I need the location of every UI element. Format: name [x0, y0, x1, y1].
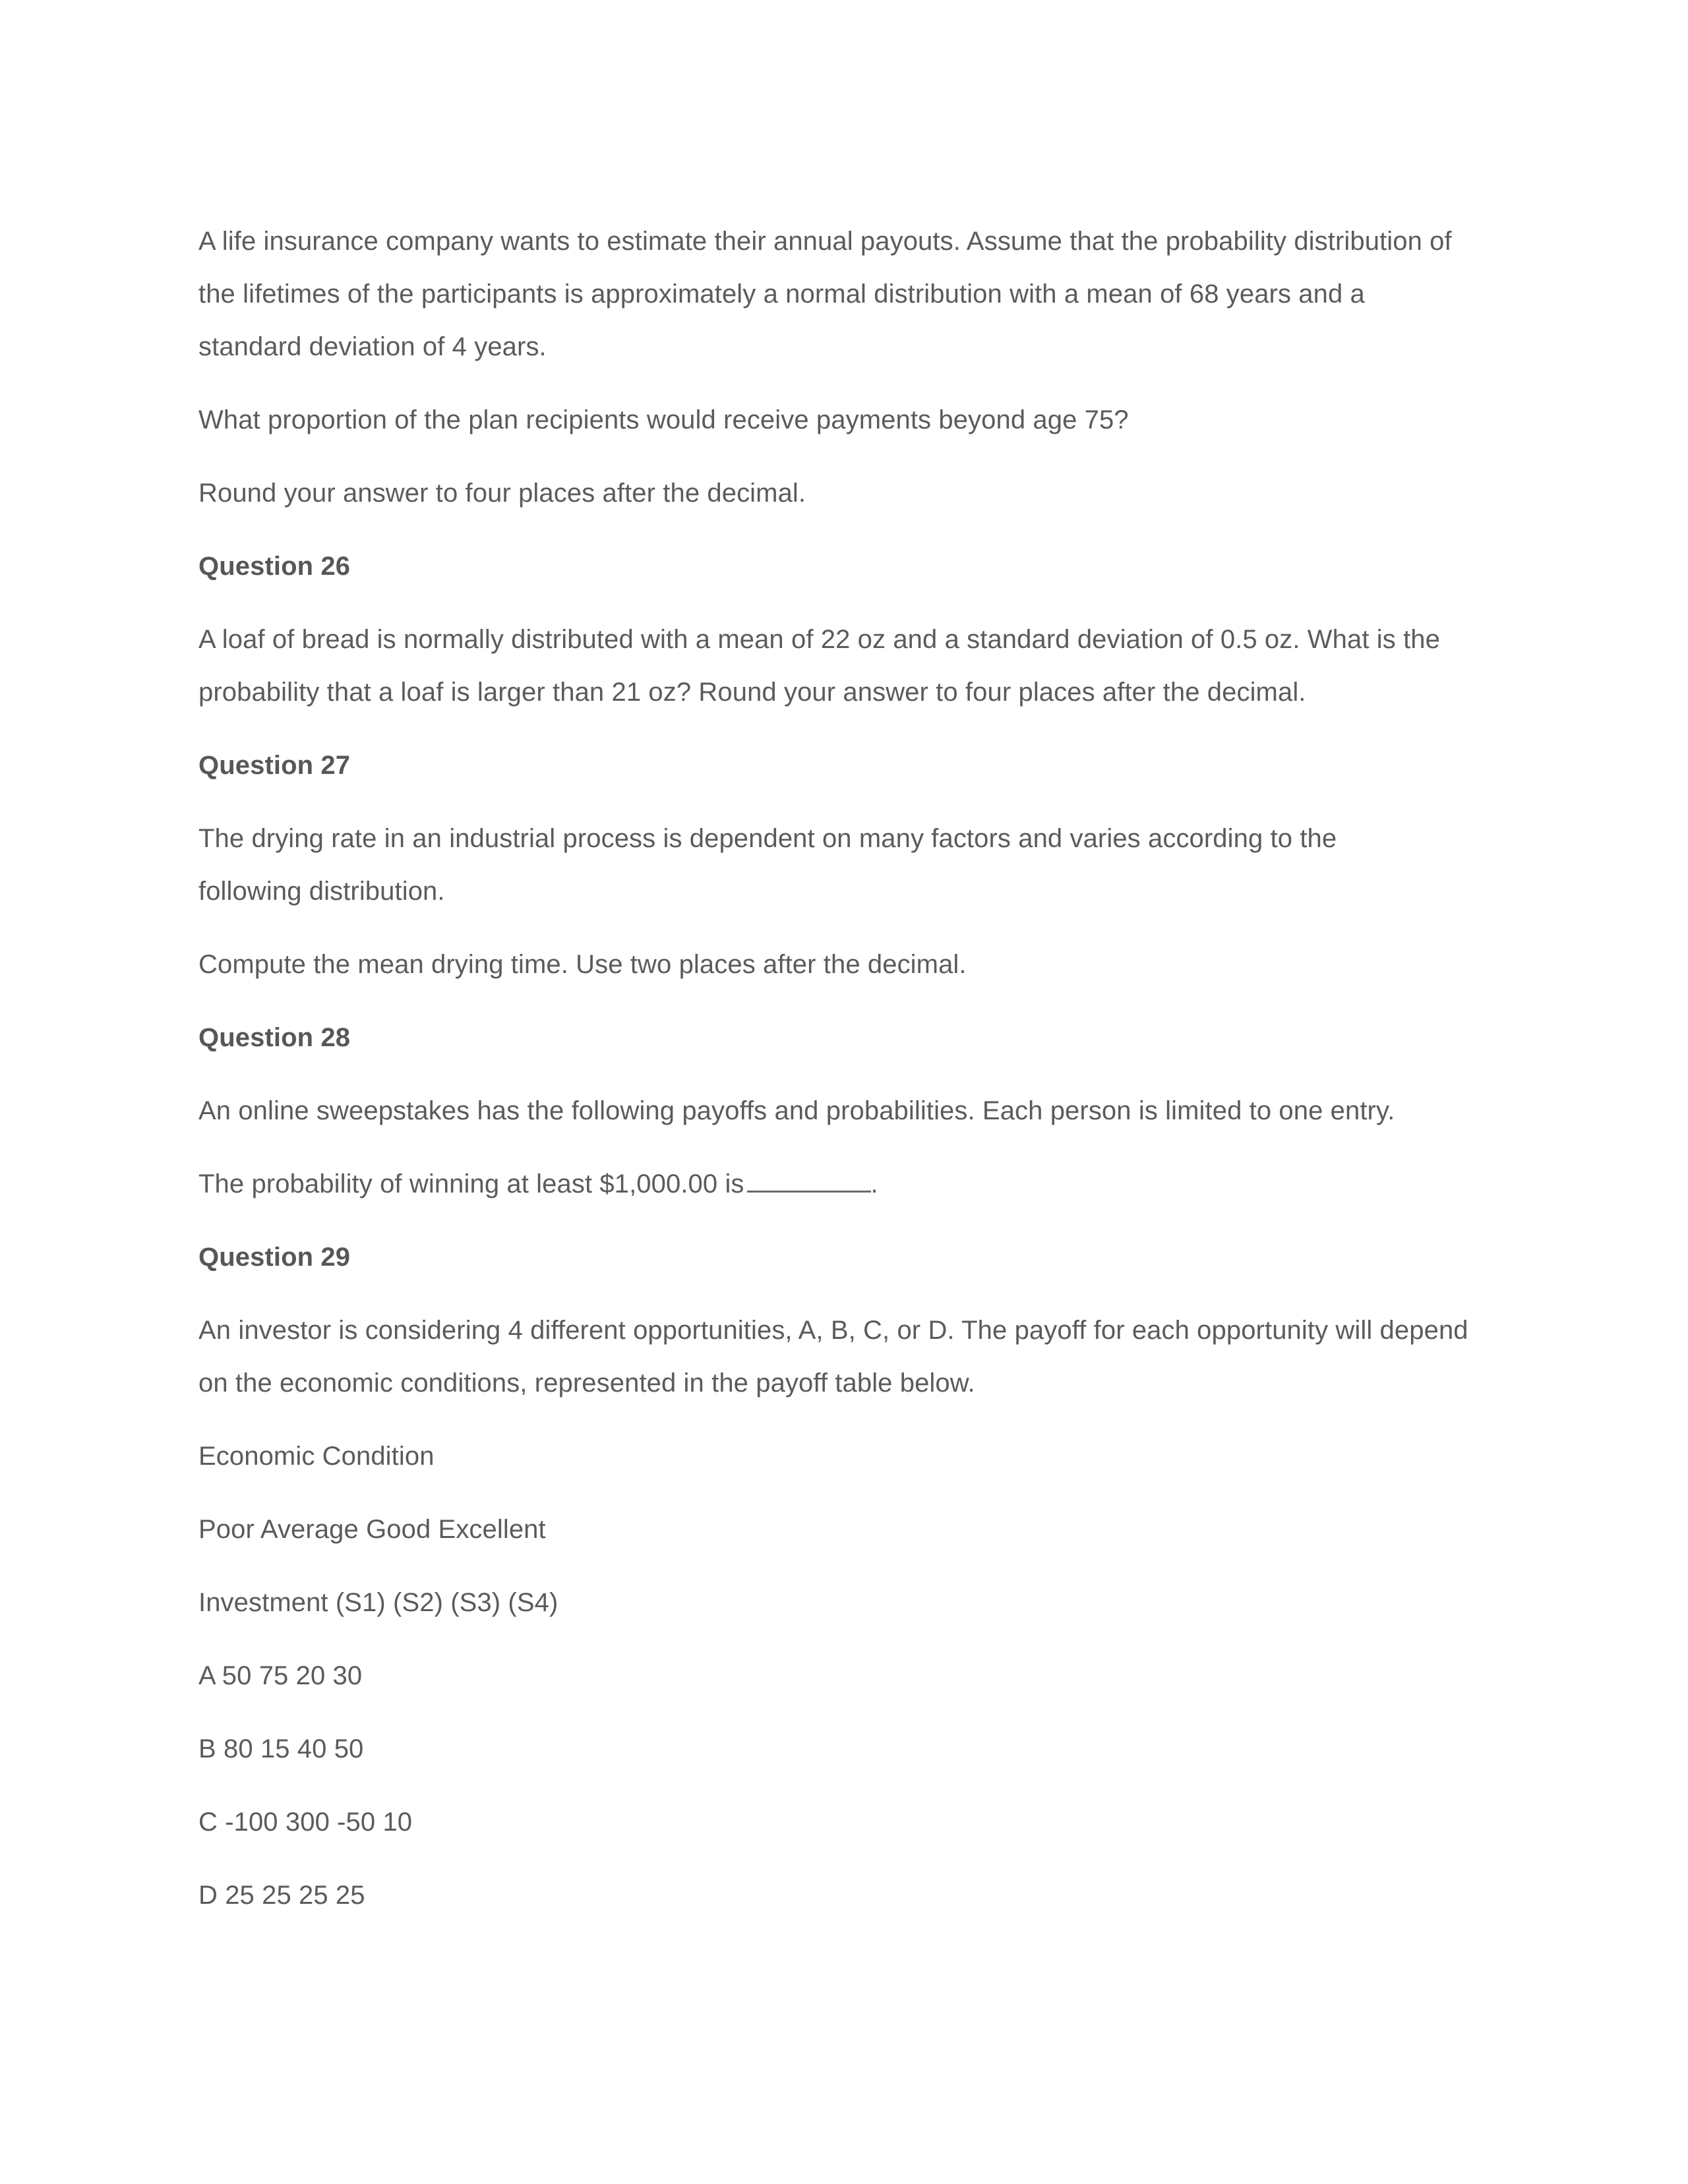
- q25-intro: A life insurance company wants to estimate their annual payouts. Assume that the probability distribution of the lifetimes of the participants is approximately a normal distribution with a mean of 68 years and a standard deviation of 4 years.: [198, 227, 1452, 361]
- q27-text: The drying rate in an industrial process is dependent on many factors and varies according to the following distribution.: [198, 824, 1337, 906]
- q29-text: An investor is considering 4 different opportunities, A, B, C, or D. The payoff for each opportunity will depend on the economic conditions, represented in the payoff table below.: [198, 1316, 1468, 1398]
- table-line-c: C -100 300 -50 10: [198, 1808, 413, 1837]
- q29-heading: Question 29: [198, 1243, 351, 1272]
- q27-instruction: Compute the mean drying time. Use two places after the decimal.: [198, 950, 967, 979]
- table-line-header: Economic Condition: [198, 1442, 435, 1471]
- q28-text: An online sweepstakes has the following payoffs and probabilities. Each person is limited to one entry.: [198, 1096, 1395, 1125]
- table-line-d: D 25 25 25 25: [198, 1881, 365, 1910]
- q28-heading: Question 28: [198, 1023, 351, 1052]
- table-line-a: A 50 75 20 30: [198, 1661, 363, 1690]
- q27-heading: Question 27: [198, 751, 351, 780]
- table-line-states: Investment (S1) (S2) (S3) (S4): [198, 1588, 558, 1617]
- table-line-b: B 80 15 40 50: [198, 1734, 364, 1763]
- table-line-conditions: Poor Average Good Excellent: [198, 1515, 546, 1544]
- q25-instruction: Round your answer to four places after the decimal.: [198, 479, 806, 508]
- q26-heading: Question 26: [198, 552, 351, 581]
- q28-fill-end: .: [870, 1169, 878, 1198]
- q28-fill-text: The probability of winning at least $1,000.00 is: [198, 1169, 744, 1198]
- q28-fill-in: [198, 1158, 1491, 1210]
- q25-question: What proportion of the plan recipients would receive payments beyond age 75?: [198, 405, 1129, 434]
- document-content: [198, 215, 1491, 1942]
- answer-blank: [747, 1168, 871, 1193]
- q26-text: A loaf of bread is normally distributed with a mean of 22 oz and a standard deviation of 0.5 oz. What is the probability that a loaf is larger than 21 oz? Round your answer to four places after the decimal.: [198, 625, 1440, 707]
